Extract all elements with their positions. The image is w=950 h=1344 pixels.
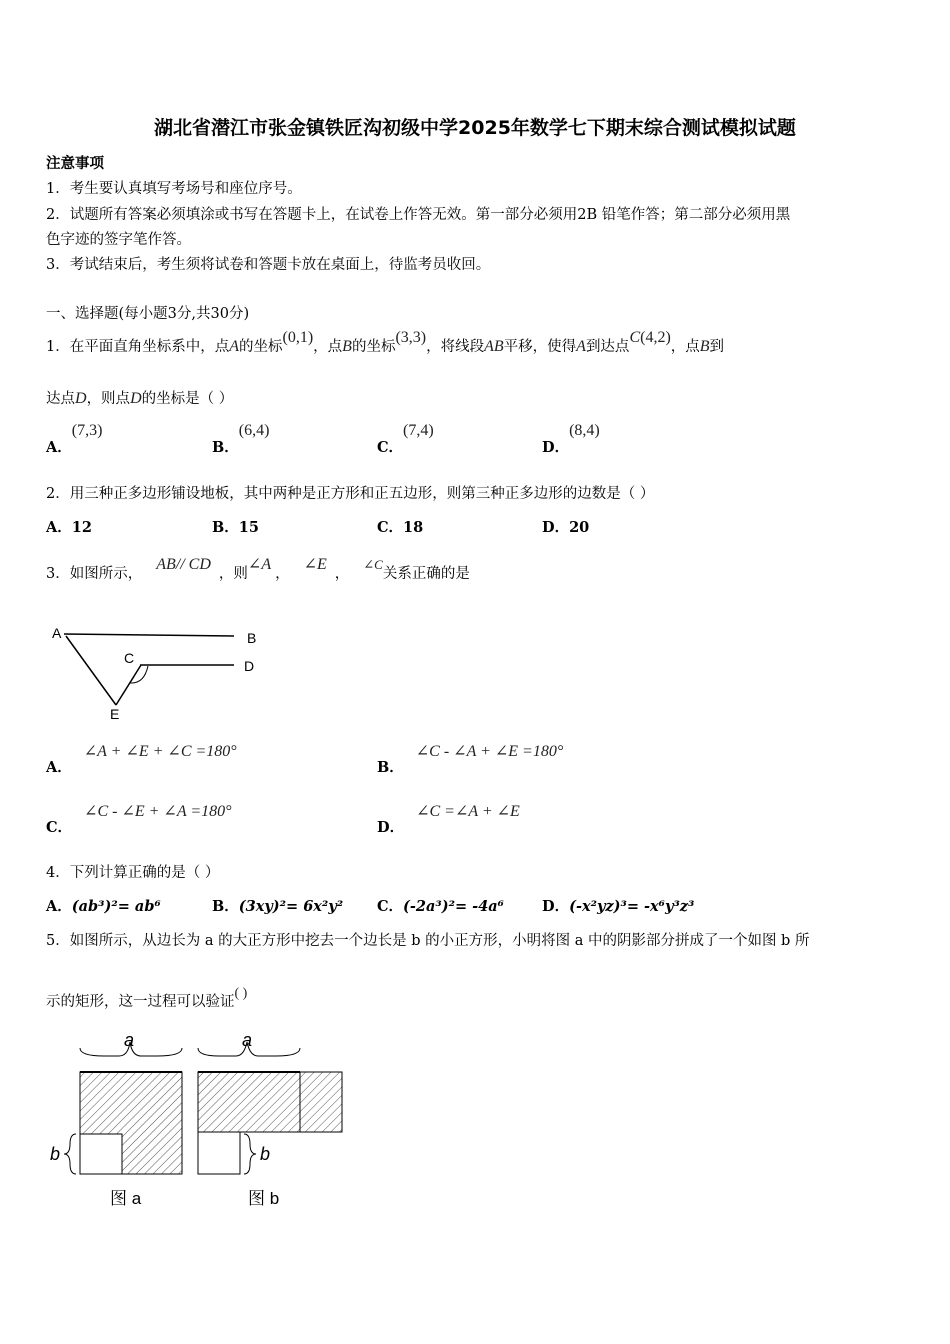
question-4: 4．下列计算正确的是（ ） xyxy=(46,865,220,881)
question-1-line-1: 1．在平面直角坐标系中，点A的坐标(0,1)，点B的坐标(3,3)，将线段AB平移，使得A到达点C(4,2)，点B到 xyxy=(46,329,725,355)
line-ae xyxy=(66,636,116,705)
question-2: 2．用三种正多边形铺设地板，其中两种是正方形和正五边形，则第三种正多边形的边数是（ ） xyxy=(46,486,655,502)
figure-a-b-label: b xyxy=(50,1144,61,1164)
q2-option-b[interactable]: B．15 xyxy=(212,519,259,536)
line-ec xyxy=(116,665,141,705)
q4-option-c[interactable]: C．(-2a³)²= -4a⁶ xyxy=(377,898,505,915)
q1-option-b[interactable]: B．(6,4) xyxy=(212,422,270,456)
q2-option-d[interactable]: D．20 xyxy=(542,519,590,536)
line-ab xyxy=(64,634,234,636)
figure-a-a-label: a xyxy=(124,1030,135,1050)
question-5-line-2: 示的矩形，这一过程可以验证( ) xyxy=(46,986,248,1010)
q3-option-b[interactable]: B．∠C - ∠A + ∠E =180° xyxy=(377,743,564,776)
q1-option-a[interactable]: A．(7,3) xyxy=(46,422,103,456)
figure-b-right-rect xyxy=(300,1072,342,1132)
q5-figure xyxy=(44,1028,354,1213)
figure-b-a-label: a xyxy=(242,1030,253,1050)
figure-b-caption: 图 b xyxy=(248,1189,280,1208)
figure-b-b-label: b xyxy=(260,1144,271,1164)
figure-b-b-brace xyxy=(244,1134,256,1174)
point-e-label: E xyxy=(110,706,120,722)
question-5-line-1: 5．如图所示，从边长为 a 的大正方形中挖去一个边长是 b 的小正方形，小明将图 a 中的阴影部分拼成了一个如图 b 所 xyxy=(46,933,810,949)
figure-a-caption: 图 a xyxy=(110,1189,142,1208)
point-d-label: D xyxy=(244,658,255,674)
q1-option-c[interactable]: C．(7,4) xyxy=(377,422,434,456)
q2-option-c[interactable]: C．18 xyxy=(377,519,424,536)
question-3: 3．如图所示，AB// CD，则∠A，∠E，∠C关系正确的是 xyxy=(46,556,470,582)
q3-option-c[interactable]: C．∠C - ∠E + ∠A =180° xyxy=(46,803,232,836)
figure-b-left-rect xyxy=(198,1072,300,1132)
notice-item-1: 1．考生要认真填写考场号和座位序号。 xyxy=(46,181,302,197)
q3-option-a[interactable]: A．∠A + ∠E + ∠C =180° xyxy=(46,743,237,776)
q3-option-d[interactable]: D．∠C =∠A + ∠E xyxy=(377,803,520,836)
page-title: 湖北省潜江市张金镇铁匠沟初级中学2025年数学七下期末综合测试模拟试题 xyxy=(154,117,796,139)
section-heading: 一、选择题(每小题3分,共30分) xyxy=(46,306,250,322)
figure-a xyxy=(50,1030,182,1208)
point-c-label: C xyxy=(124,650,135,666)
figure-a-small-square xyxy=(80,1134,122,1174)
notice-heading: 注意事项 xyxy=(46,155,104,172)
q2-option-a[interactable]: A．12 xyxy=(46,519,92,536)
figure-b-small-square xyxy=(198,1132,240,1174)
q4-option-b[interactable]: B．(3xy)²= 6x²y² xyxy=(212,898,344,915)
q3-figure xyxy=(44,618,274,723)
notice-item-2-cont: 色字迹的签字笔作答。 xyxy=(46,232,191,248)
figure-a-b-brace xyxy=(64,1134,76,1174)
question-1-line-2: 达点D，则点D的坐标是（ ） xyxy=(46,390,234,407)
q4-option-d[interactable]: D．(-x²yz)³= -x⁶y³z³ xyxy=(542,898,695,915)
figure-b xyxy=(198,1030,342,1208)
q4-option-a[interactable]: A．(ab³)²= ab⁶ xyxy=(46,898,161,915)
q1-option-d[interactable]: D．(8,4) xyxy=(542,422,600,456)
notice-item-2: 2．试题所有答案必须填涂或书写在答题卡上，在试卷上作答无效。第一部分必须用2B 铅笔作答；第二部分必须用黑 xyxy=(46,207,791,223)
point-a-label: A xyxy=(52,625,62,641)
notice-item-3: 3．考试结束后，考生须将试卷和答题卡放在桌面上，待监考员收回。 xyxy=(46,257,491,273)
point-b-label: B xyxy=(247,630,257,646)
